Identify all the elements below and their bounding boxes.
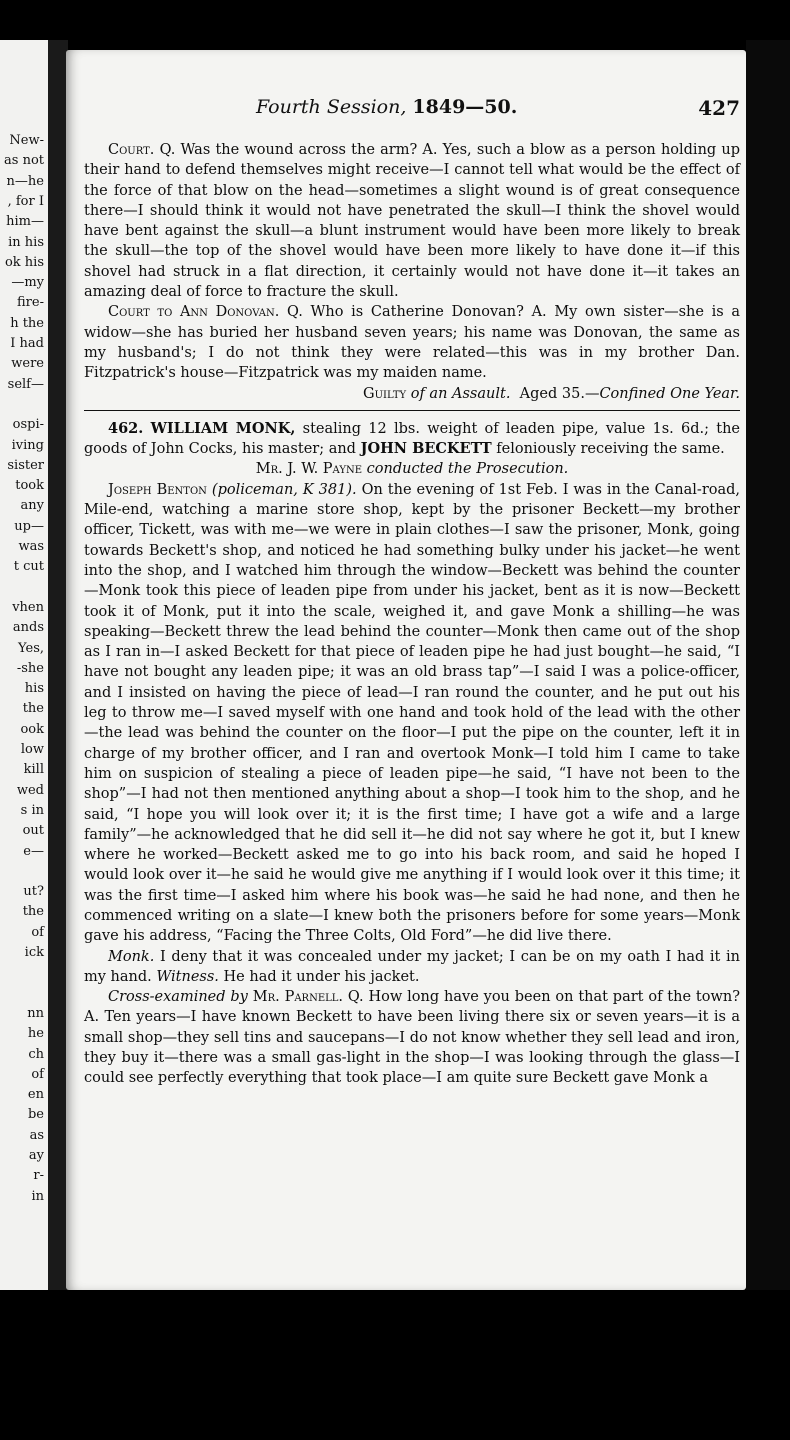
witness-benton: Joseph Benton [108, 481, 207, 498]
verdict-sentence: Confined One Year. [599, 385, 740, 402]
prosecution-text: conducted the Prosecution. [366, 461, 569, 478]
speaker-witness: Witness. [156, 968, 219, 985]
facing-page-fragment: the [22, 701, 44, 717]
facing-page-fragment: his [24, 681, 44, 697]
facing-page-fragment: ick [24, 945, 44, 960]
witness-reply: He had it under his jacket. [223, 968, 420, 985]
facing-page-fragment: ands [12, 620, 44, 636]
facing-page-fragment: ook [20, 721, 44, 737]
cross-text: Q. How long have you been on that part of the town? A. Ten years—I have known Beckett to have been living there six or seven years—it is a small shop—they sell tins and saucepans—I do not know whether they sell lead and iron, they buy it—there was a small gas-light in the shop—I was looking through the glass—I could see perfectly everything that took place—I am quite sure Beckett gave Monk a [84, 989, 740, 1087]
verdict-guilty: Guilty [363, 385, 407, 402]
facing-page-fragment: wed [16, 782, 44, 798]
facing-page-fragment: ok his [4, 254, 44, 270]
facing-page-edge [0, 40, 51, 1290]
prosecution-counsel: Mr. J. W. Payne [255, 461, 363, 478]
facing-page-fragment: ut? [23, 884, 44, 900]
case-heading-paragraph [84, 419, 740, 460]
court-to-donovan-paragraph [84, 302, 740, 383]
verdict-offence: of an Assault. [410, 385, 511, 402]
facing-page-fragment: in [31, 1188, 44, 1204]
facing-page-fragment: sister [7, 457, 44, 473]
speaker-court: Court. [108, 142, 155, 158]
facing-page-fragment: vhen [12, 599, 44, 615]
book-page [66, 50, 746, 1290]
speaker-court-to-donovan: Court to Ann Donovan. [108, 304, 280, 321]
page-text [84, 140, 740, 1089]
book-gutter [48, 40, 68, 1290]
facing-page-fragment: I had [10, 336, 44, 351]
facing-page-fragment: , for I [7, 193, 44, 209]
page-number: 427 [698, 96, 740, 120]
scan-bottom-edge [0, 1295, 790, 1440]
cross-label: Cross-examined by [108, 989, 248, 1006]
facing-page-fragment: fire- [17, 295, 44, 311]
facing-page-fragment: the [22, 904, 44, 920]
case-divider [84, 410, 740, 411]
facing-page-fragment: Yes, [18, 640, 44, 656]
facing-page-fragment: were [11, 356, 44, 372]
facing-page-fragment: he [27, 1026, 44, 1042]
facing-page-fragment: of [31, 924, 44, 940]
facing-page-fragment: e— [23, 843, 44, 859]
facing-page-fragment: as [29, 1127, 44, 1143]
facing-page-fragment: any [20, 498, 44, 514]
facing-page-fragment: en [27, 1087, 44, 1103]
facing-page-fragment: was [18, 539, 44, 554]
prosecution-line [84, 459, 740, 479]
facing-page-fragment: s in [20, 802, 44, 818]
facing-page-fragment: up— [14, 518, 44, 534]
monk-statement-paragraph [84, 947, 740, 988]
monk-statement: I deny that it was concealed under my jacket; I can be on my oath I had it in my hand. [84, 948, 741, 985]
scan-top-edge [0, 0, 790, 36]
facing-page-fragment: be [27, 1107, 44, 1123]
scan-right-edge [746, 40, 790, 1290]
benton-testimony-paragraph [84, 480, 740, 947]
facing-page-fragment: took [15, 478, 44, 494]
cross-examination-paragraph [84, 987, 740, 1088]
facing-page-fragment: nn [27, 1005, 44, 1021]
facing-page-fragment: him— [6, 214, 44, 230]
defendant-monk: WILLIAM MONK, [150, 419, 296, 437]
witness-role: (policeman, K 381). [211, 481, 357, 498]
benton-testimony: On the evening of 1st Feb. I was in the Canal-road, Mile-end, watching a marine store shop, kept by the prisoner Beckett—my brother officer, Tickett, was with me—we were in plain clothes—I saw the prisoner, Monk, going towards Beckett's shop, and noticed he had something bulky under his jacket—he went into the shop, and I watched him through the window—Beckett was behind the counter—Monk took this piece of leaden pipe from under his jacket, bent as it is now—Beckett took it of Monk, put it into the scale, weighed it, and gave Monk a shilling—he was speaking—Beckett threw the lead behind the counter—Monk then came out of the shop as I ran in—I asked Beckett for that piece of leaden pipe he had just bought—he said, “I have not bought any leaden pipe; it was an old brass tap”—I said I was a police-officer, and I insisted on having the piece of lead—I ran round the counter, and he put out his leg to throw me—I saved myself with one hand and took hold of the lead with the other—the lead was behind the counter on the floor—I put the pipe on the counter, left it in charge of my brother officer, and I ran and overtook Monk—I told him I came to take him on suspicion of stealing a piece of leaden pipe—he said, “I have not been to the shop”—I had not then mentioned anything about a shop—I took him to the shop, and he said, “I hope you will look over it; it is the first time; I have got a wife and a large family”—he acknowledged that he did sell it—he did not say where he got it, but I knew where he worked—Beckett asked me to go into his back room, and said he hoped I would look over it—he said he would give me anything if I would look over it this time; it was the first time—I asked him where his book was—he said he had none, and then he commenced writing on a slate—I knew both the prisoners before for some years—Monk gave his address, “Facing the Three Colts, Old Ford”—he did live there. [84, 481, 741, 945]
facing-page-fragment: out [22, 823, 44, 839]
facing-page-fragment: n—he [6, 173, 44, 189]
facing-page-fragment: self— [7, 376, 44, 392]
charge-text-2: feloniously receiving the same. [496, 441, 725, 458]
facing-page-fragment: low [20, 742, 44, 757]
running-year: 1849—50. [412, 96, 518, 118]
facing-page-fragment: as not [4, 153, 44, 169]
case-number: 462. [108, 419, 144, 437]
facing-page-fragment: ay [28, 1148, 44, 1163]
defendant-beckett: JOHN BECKETT [360, 440, 492, 458]
facing-page-fragment: of [31, 1066, 44, 1082]
verdict-line [84, 384, 740, 404]
speaker-monk: Monk. [108, 948, 155, 965]
facing-page-fragment: r- [33, 1168, 44, 1184]
court-question-text: Q. Was the wound across the arm? A. Yes, such a blow as a person holding up their hand to defend themselves might receive—I cannot tell what would be the effect of the force of that blow on the head—sometimes a slight wound is of great consequence there—I should think it would not have penetrated the skull—I think the shovel would have bent against the skull—a blunt instrument would have been more likely to break the skull—the top of the shovel would have been more likely to have done it—if this shovel had struck in a flat direction, it certainly would not have done it—it takes an amazing deal of force to fracture the skull. [84, 142, 741, 301]
facing-page-fragment: ch [28, 1046, 44, 1062]
facing-page-fragment: in his [8, 234, 44, 250]
facing-page-fragment: iving [11, 437, 44, 453]
cross-counsel: Mr. Parnell. [252, 989, 344, 1006]
facing-page-fragment: h the [10, 315, 44, 331]
facing-page-fragment: t cut [13, 559, 44, 575]
facing-page-fragment: kill [23, 762, 44, 778]
facing-page-fragment: ospi- [12, 417, 44, 433]
running-head: Fourth Session, 1849—50. [256, 96, 518, 118]
facing-page-fragment: -she [16, 660, 44, 676]
facing-page-fragment: New- [9, 133, 44, 148]
page-header [66, 96, 746, 122]
charge-text: stealing 12 lbs. weight of leaden pipe, value 1s. 6d.; the goods of John Cocks, his master; and [84, 420, 740, 458]
facing-page-fragment: —my [11, 275, 44, 291]
donovan-answer-text: Q. Who is Catherine Donovan? A. My own sister—she is a widow—she has buried her husband seven years; his name was Donovan, the same as my husband's; I do not think they were related—this was in my brother Dan. Fitzpatrick's house—Fitzpatrick was my maiden name. [84, 304, 741, 382]
verdict-age: Aged 35.— [519, 385, 600, 402]
court-question-paragraph [84, 140, 740, 302]
